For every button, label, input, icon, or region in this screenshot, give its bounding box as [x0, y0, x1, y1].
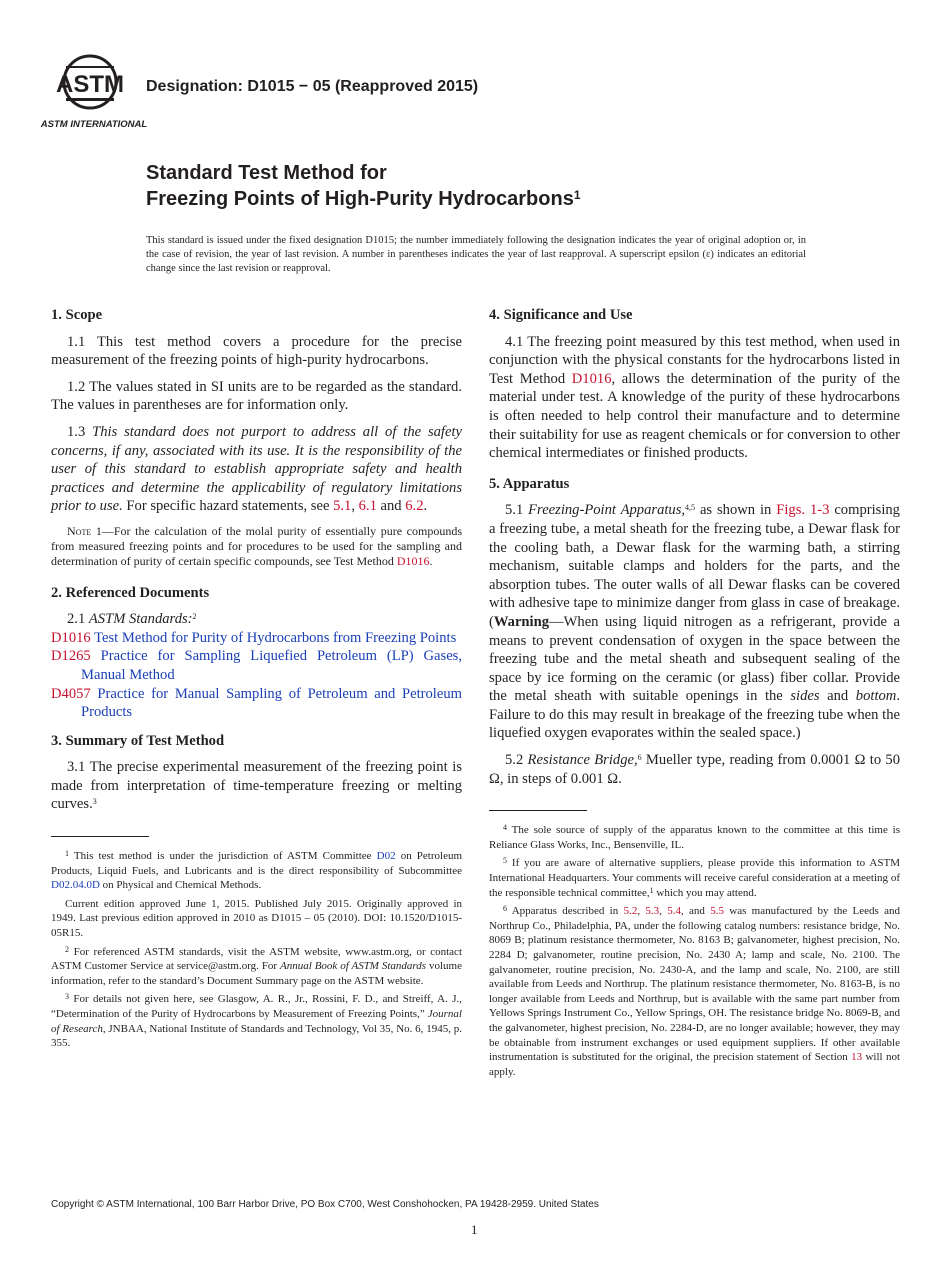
footnote-4: $^4$ The sole source of supply of the apparatus known to the committee at this time is Reliance Glass Works, Inc., Bensenville, IL.: [489, 823, 900, 851]
link-d02-04-0d[interactable]: D02.04.0D: [51, 879, 100, 892]
astm-logo: [40, 54, 148, 130]
footnote-3: $^3$ For details not given here, see Glasgow, A. R., Jr., Rossini, F. D., and Streiff, A. J., “Determination of the Purity of Hydrocarbons by Measurement of Freezing Points,” Journal of Research, JNBAA, National Institute of Standards and Technology, Vol 35, No. 6, 1945, p. 355.: [51, 992, 462, 1050]
paragraph-2-1: 2.1 ASTM Standards:$^2$: [67, 611, 197, 628]
link-5-1[interactable]: 5.1: [333, 498, 352, 515]
footnote-2: $^2$ For referenced ASTM standards, visit the ASTM website, www.astm.org, or contact ASTM Customer Service at service@astm.org. For Annual Book of ASTM Standards volume information, refer to the standard’s Document Summary page on the ASTM website.: [51, 944, 462, 987]
link-d1016-note[interactable]: D1016: [396, 554, 430, 569]
reference-item[interactable]: D1016 Test Method for Purity of Hydrocarbons from Freezing Points: [51, 629, 457, 646]
paragraph-1-3: 1.3 This standard does not purport to address all of the safety concerns, if any, associated with its use. It is the responsibility of the user of this standard to establish appropriate safety and health practices and determine the applicability of regulatory limitations prior to use. For specific hazard statements, see 5.1, 6.1 and 6.2.: [51, 423, 462, 515]
left-column: [51, 306, 462, 1055]
link-section-13[interactable]: 13: [851, 1051, 863, 1064]
reference-item[interactable]: D1265 Practice for Sampling Liquefied Petroleum (LP) Gases, Manual Method: [51, 648, 462, 683]
footnote-1-edition: Current edition approved June 1, 2015. Published July 2015. Originally approved in 1949. Last previous edition approved in 2010 as D1015 – 05 (2010). DOI: 10.1520/D1015-05R15.: [51, 897, 462, 940]
section-heading-scope: 1. Scope: [51, 307, 103, 323]
link-5-2[interactable]: 5.2: [623, 905, 638, 918]
paragraph-5-1: 5.1 Freezing-Point Apparatus,$^{4,5}$ as shown in Figs. 1-3 comprising a freezing tube, a metal sheath for the freezing tube, a Dewar flask for the cooling bath, a Dewar flask for the warming bath, a stirring mechanism, suitable clamps and holders for the parts, and the absorption tubes. The outer walls of all Dewar flasks can be covered with adhesive tape to minimize danger from glass in case of breakage. (Warning—When using liquid nitrogen as a refrigerant, provide a means to prevent condensation of oxygen in the space between the freezing tube and the metal sheath and subsequent sealing of the space by ice forming on the ceramic (or glass) fiber collar. Provide the metal sheath with suitable openings in the sides and bottom. Failure to do this may result in breakage of the freezing tube when the liquefied oxygen evaporates within the sealed space.): [489, 502, 900, 742]
link-5-4[interactable]: 5.4: [667, 905, 681, 918]
reference-item[interactable]: D4057 Practice for Manual Sampling of Petroleum and Petroleum Products: [51, 685, 462, 721]
section-heading-apparatus: 5. Apparatus: [489, 475, 570, 492]
section-heading-significance: 4. Significance and Use: [489, 307, 633, 323]
link-6-1[interactable]: 6.1: [358, 498, 377, 515]
footnote-6: $^6$ Apparatus described in 5.2, 5.3, 5.4, and 5.5 was manufactured by the Leeds and Northrup Co., Philadelphia, PA, under the following catalog numbers: resistance bridge, No. 8069 B; platinum resistance thermometer, No. 8163 B; galvanometer, highest precision, No. 2284 D; galvanometer, routine precision, No. 2430 A; lamp and scale, No. 2100. The galvanometer, routine precision, No. 2430-A, and the lamp and scale, No. 2100, are still available from Leeds and Northrup. The platinum resistance thermometer, No. 8163-B, is no longer available from Leeds and Northrup, but is available with the same part number from Yellows Springs Instrument Co., Yellow Springs, OH. The resistance bridge No. 8069-B, and the galvanometer, highest precision, No. 2284-D, are no longer available; however, they may be obtainable from instrument exchanges or used equipment suppliers. If other available instrumentation is substituted for the original, the precision statement of Section 13 will not apply.: [489, 904, 900, 1078]
paragraph-5-2: 5.2 Resistance Bridge,$^6$ Mueller type, reading from 0.0001 Ω to 50 Ω, in steps of 0.001 Ω.: [489, 752, 900, 787]
title-footnote-ref[interactable]: 1: [573, 188, 581, 202]
footnote-divider: [489, 810, 587, 811]
link-d02[interactable]: D02: [376, 850, 396, 863]
link-5-3[interactable]: 5.3: [645, 905, 660, 918]
footnote-divider: [51, 836, 149, 837]
intro-statement: This standard is issued under the fixed designation D1015; the number immediately following the designation indicates the year of original adoption or, in the case of revision, the year of last revision. A number in parentheses indicates the year of last reapproval. A superscript epsilon (ε) indicates an editorial change since the last revision or reapproval.: [146, 235, 806, 275]
page-number: 1: [471, 1222, 478, 1237]
svg-text:ASTM: ASTM: [56, 71, 124, 98]
footnote-5: $^5$ If you are aware of alternative suppliers, please provide this information to ASTM International Headquarters. Your comments will receive careful consideration at a meeting of the responsible technical committee,$^1$ which you may attend.: [489, 856, 900, 899]
footnote-1: $^1$ This test method is under the jurisdiction of ASTM Committee D02 on Petroleum Products, Liquid Fuels, and Lubricants and is the direct responsibility of Subcommittee D02.04.0D on Physical and Chemical Methods.: [51, 849, 463, 892]
link-d1016[interactable]: D1016: [571, 370, 612, 387]
paragraph-4-1: 4.1 The freezing point measured by this test method, when used in conjunction with the physical constants for the hydrocarbons listed in Test Method D1016, allows the determination of the purity of the material under test. A knowledge of the purity of these hydrocarbons is often needed to help control their manufacture and to determine their suitability for use as reagent chemicals or for conversion to other chemical intermediates or finished products.: [489, 333, 900, 462]
paragraph-1-1: 1.1 This test method covers a procedure for the precise measurement of the freezing points of high-purity hydrocarbons.: [51, 333, 462, 369]
link-6-2[interactable]: 6.2: [405, 498, 424, 515]
note-1: Note 1—For the calculation of the molal purity of essentially pure compounds from measured freezing points and for procedures to be used for the sampling and determination of purity of certain specific compounds, see Test Method D1016.: [51, 523, 463, 569]
title-line1: Standard Test Method for: [146, 162, 387, 184]
link-5-5[interactable]: 5.5: [710, 905, 724, 918]
paragraph-3-1: 3.1 The precise experimental measurement of the freezing point is made from interpretation of time-temperature freezing or melting curves.$^3$: [51, 759, 462, 813]
right-column: [489, 306, 900, 1083]
title-line2: Freezing Points of High-Purity Hydrocarbons$^1$: [146, 188, 581, 210]
designation: Designation: D1015 − 05 (Reapproved 2015): [146, 78, 479, 95]
document-title: [146, 160, 581, 212]
section-heading-summary: 3. Summary of Test Method: [51, 732, 225, 749]
section-heading-referenced-documents: 2. Referenced Documents: [51, 584, 210, 601]
logo-text: ASTM INTERNATIONAL: [40, 119, 148, 130]
paragraph-1-2: 1.2 The values stated in SI units are to be regarded as the standard. The values in parentheses are for information only.: [51, 378, 462, 414]
link-figs-1-3[interactable]: Figs. 1-3: [776, 502, 830, 519]
copyright-notice: Copyright © ASTM International, 100 Barr Harbor Drive, PO Box C700, West Conshohocken, PA 19428-2959. United States: [51, 1199, 599, 1210]
